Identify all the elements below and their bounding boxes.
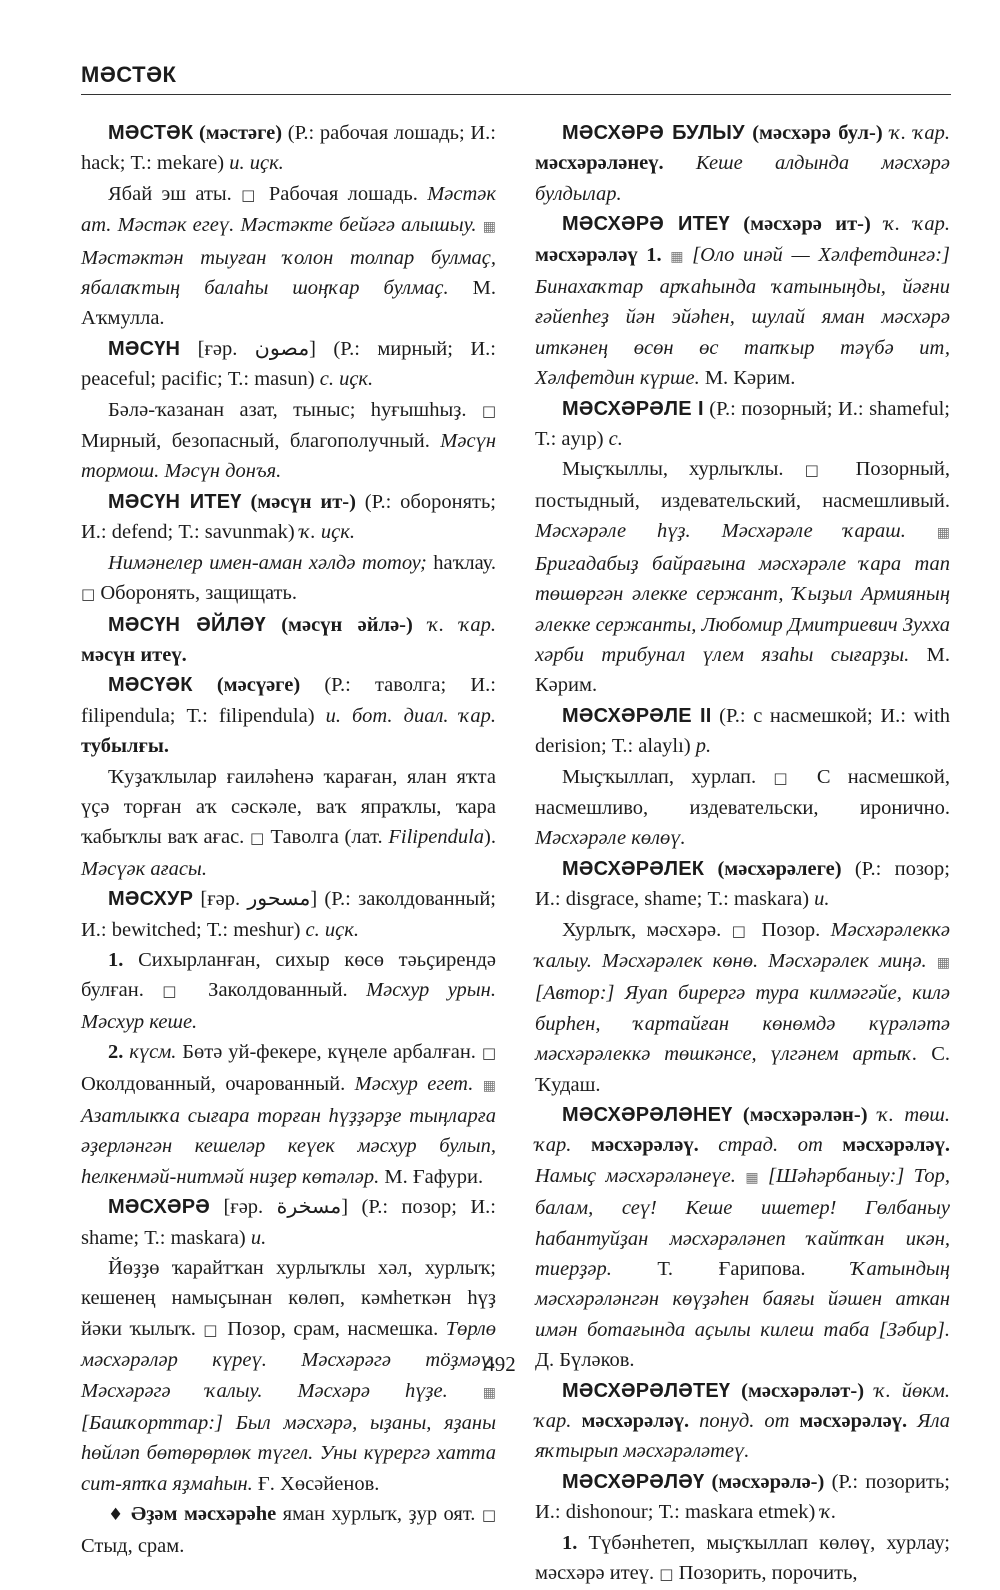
dictionary-entry-paragraph bbox=[81, 762, 496, 885]
italic-text: ҡ. төш. ҡар. bbox=[535, 1104, 950, 1157]
italic-text: күсм. bbox=[129, 1041, 177, 1064]
italic-text: Ҡатындың мәсхәрәләнгән көүҙәһен баяғы йәшен аткан имән ботағында аҫылы килеш таба [Зәбир]. bbox=[535, 1258, 950, 1341]
headword: МӘСҮӘК bbox=[108, 674, 193, 697]
citation-marker-icon: ▦ bbox=[482, 1384, 496, 1401]
text-run bbox=[571, 1134, 591, 1156]
text-run: Бәлә-ҡазанан азат, тыныс; һуғышһыҙ. bbox=[108, 398, 482, 421]
text-run: С. Ҡудаш. bbox=[535, 1043, 950, 1096]
dictionary-entry-paragraph bbox=[535, 209, 950, 393]
text-run: ] (Р.: заколдованный; И.: bewitched; Т.: meshur) bbox=[81, 888, 496, 941]
bold-term: (мәсүн ит-) bbox=[250, 490, 356, 513]
italic-text: ҡ. ҡар. bbox=[428, 613, 497, 636]
text-run: М. Кәрим. bbox=[535, 643, 950, 697]
translation-marker-icon: □ bbox=[241, 185, 260, 204]
running-head: МӘСТӘК bbox=[81, 62, 177, 87]
italic-text: Мәсхур урын. Мәсхур кеше. bbox=[81, 979, 496, 1033]
citation-marker-icon: ▦ bbox=[936, 525, 951, 542]
bold-term: (мәсүн әйлә-) bbox=[281, 613, 413, 636]
dictionary-entry-paragraph bbox=[535, 394, 950, 455]
text-run bbox=[193, 674, 217, 696]
text-run: Таволга (лат. bbox=[264, 826, 389, 849]
italic-text: Мәстәк ат. Мәстәк егеү. Мәстәкте бейәгә алышыу. bbox=[81, 182, 496, 237]
bold-term: 2. bbox=[108, 1041, 124, 1064]
italic-text: Мәсүн тормош. Мәсүн донъя. bbox=[81, 430, 496, 483]
headword: МӘСХӘРӘЛЕК bbox=[562, 857, 705, 880]
bold-term: Әҙәм мәсхәрәһе bbox=[131, 1503, 277, 1526]
text-run: С насмешкой, насмешливо, издевательски, иронично. bbox=[535, 765, 950, 819]
italic-text: Бригадабыҙ байрағына мәсхәрәле ҡара тап төшөргән әлекке сержант, Ҡыҙыл Армияның әлекке сержанты, Любомир Дмитриевич Зухха хәрби трибунал үлем язаһы сығарҙы. bbox=[535, 552, 950, 666]
italic-text: Мәсхәрәлеккә ҡалыу. Мәсхәрәлек көнө. Мәсхәрәлек миңә. bbox=[535, 918, 950, 972]
header-rule bbox=[81, 94, 951, 95]
text-run: (Р.: таволга; И.: filipendula; Т.: filipendula) bbox=[81, 674, 496, 727]
translation-marker-icon: □ bbox=[804, 461, 835, 480]
translation-marker-icon: □ bbox=[481, 1044, 496, 1063]
text-run bbox=[704, 1471, 711, 1493]
text-run: ] (Р.: позор; И.: shame; Т.: maskara) bbox=[81, 1196, 496, 1249]
dictionary-entry-paragraph bbox=[535, 1528, 950, 1590]
left-column bbox=[81, 118, 496, 1561]
italic-text: Мәсхәрәле көлөү. bbox=[535, 827, 686, 850]
italic-text: [Башҡорттар:] Был мәсхәрә, ыҙаны, яҙаны һөйләп бөтөрөрлөк түгел. Уны күрергә хатта сит-ятҡа яҙмаһын. bbox=[81, 1412, 496, 1495]
dictionary-entry-paragraph bbox=[535, 915, 950, 1100]
text-run: Т. Ғарипова. bbox=[611, 1258, 852, 1281]
text-run: Околдованный, очарованный. bbox=[81, 1072, 355, 1095]
bold-term: (мәсхәрәләт-) bbox=[741, 1379, 865, 1402]
italic-text: ҡ. bbox=[820, 1501, 837, 1524]
text-run: مسخرة bbox=[276, 1196, 342, 1219]
text-run bbox=[699, 1134, 719, 1156]
dictionary-entry-paragraph bbox=[535, 1376, 950, 1467]
bold-term: тубылғы. bbox=[81, 735, 169, 758]
dictionary-entry-paragraph bbox=[81, 884, 496, 945]
headword: МӘСХӘРӘ БУЛЫУ bbox=[562, 122, 745, 144]
italic-text: Filipendula bbox=[388, 826, 485, 849]
dictionary-entry-paragraph bbox=[81, 487, 496, 548]
text-run: Оборонять, защищать. bbox=[95, 582, 297, 605]
dictionary-entry-paragraph bbox=[535, 1100, 950, 1376]
text-run: (Р.: оборонять; И.: defend; Т.: savunmak) bbox=[81, 490, 496, 544]
headword: МӘСҮН ИТЕҮ bbox=[108, 490, 242, 513]
translation-marker-icon: □ bbox=[659, 1565, 674, 1584]
italic-text: ҡ. ҡар. bbox=[890, 122, 951, 144]
italic-text: Мәстәктән тыуған ҡолон толпар булмаҫ, ябалаҡтың балаһы шоңҡар булмаҫ. bbox=[81, 246, 496, 300]
dictionary-entry-paragraph bbox=[535, 118, 950, 209]
bold-term: мәсхәрәләү. bbox=[590, 1134, 699, 1157]
text-run: مسحور bbox=[247, 888, 311, 911]
dictionary-entry-paragraph bbox=[81, 118, 496, 179]
headword: МӘСХӘРӘЛӘҮ bbox=[562, 1470, 705, 1493]
text-run bbox=[413, 614, 428, 636]
text-run bbox=[730, 1380, 741, 1402]
bold-term: (мәсхәрә бул-) bbox=[752, 122, 883, 144]
text-run: яман хурлыҡ, ҙур оят. bbox=[276, 1503, 482, 1526]
text-run bbox=[266, 614, 281, 636]
bold-term: мәсхәрәләү. bbox=[581, 1410, 690, 1433]
italic-text: [Шәһәрбаныу:] Тор, балам, сеү! Кеше ишетер! Гөлбаныу һабантуйҙан мәсхәрәләнеп ҡайтҡан икән, тиерҙәр. bbox=[535, 1164, 951, 1281]
text-run: һаҡлау. bbox=[426, 551, 496, 574]
text-run bbox=[689, 1410, 699, 1432]
translation-marker-icon: □ bbox=[162, 982, 190, 1001]
italic-text: Мәсүәк ағасы. bbox=[81, 857, 207, 880]
headword: МӘСХӘРӘЛӘНЕҮ bbox=[562, 1104, 733, 1126]
text-run: Позорный, постыдный, издевательский, насмешливый. bbox=[535, 458, 950, 512]
text-run: Позор. bbox=[751, 918, 831, 941]
text-run: Түбәнһетеп, мыҫҡыллап көлөү, хурлау; мәсхәрә итеү. bbox=[535, 1531, 950, 1585]
citation-marker-icon: ▦ bbox=[936, 954, 950, 971]
dictionary-entry-paragraph bbox=[81, 548, 496, 610]
translation-marker-icon: □ bbox=[481, 1506, 497, 1525]
translation-marker-icon: □ bbox=[250, 829, 265, 848]
translation-marker-icon: □ bbox=[81, 585, 96, 604]
text-run: Рабочая лошадь. bbox=[259, 182, 428, 205]
headword: МӘСҮН ӘЙЛӘҮ bbox=[108, 613, 266, 636]
dictionary-entry-paragraph bbox=[81, 670, 496, 761]
italic-text: и. иҫк. bbox=[229, 152, 284, 175]
italic-text: Намыҫ мәсхәрәләнеүе. bbox=[535, 1164, 736, 1187]
dictionary-entry-paragraph bbox=[81, 334, 496, 395]
text-run bbox=[664, 152, 696, 174]
text-run: М. Аҡмулла. bbox=[81, 277, 496, 330]
text-run: مصون bbox=[254, 337, 310, 360]
italic-text: Азатлыкҡа сығара торған һүҙҙәрҙе тыңларға әҙерләнгән кешеләр кеүек мәсхур булып, һелкенмәй-нитмәй ниҙер көтәләр. bbox=[81, 1105, 496, 1188]
text-run bbox=[736, 1165, 745, 1187]
dictionary-entry-paragraph bbox=[535, 1467, 950, 1528]
citation-marker-icon: ▦ bbox=[482, 219, 497, 236]
italic-text: и. bbox=[250, 1226, 267, 1249]
bold-term: 1. bbox=[562, 1531, 578, 1554]
italic-text: с. иҫк. bbox=[305, 918, 359, 941]
italic-text: Кеше алдында мәсхәрә булдылар. bbox=[535, 152, 950, 205]
text-run bbox=[906, 520, 937, 542]
text-run bbox=[704, 858, 717, 880]
dictionary-entry-paragraph bbox=[81, 945, 496, 1037]
text-run: Мирный, безопасный, благополучный. bbox=[81, 430, 441, 453]
bold-term: мәсхәрәләү. bbox=[799, 1410, 908, 1433]
bold-term: (мәстәге) bbox=[198, 122, 283, 144]
translation-marker-icon: □ bbox=[481, 401, 496, 420]
italic-text: и. bbox=[814, 888, 830, 911]
text-run: ] (Р.: мирный; И.: peaceful; pacific; Т.: masun) bbox=[81, 337, 496, 391]
dictionary-entry-paragraph bbox=[81, 179, 496, 334]
text-run bbox=[907, 1410, 917, 1432]
text-run bbox=[571, 1410, 581, 1432]
citation-marker-icon: ▦ bbox=[745, 1169, 759, 1186]
text-run: [ғәр. bbox=[180, 337, 255, 360]
translation-marker-icon: □ bbox=[773, 768, 800, 787]
text-run: Ғ. Хөсәйенов. bbox=[252, 1472, 380, 1495]
text-run: (Р.: с насмешкой; И.: with derision; Т.: alaylı) bbox=[535, 704, 951, 758]
text-run: Хурлыҡ, мәсхәрә. bbox=[562, 918, 732, 941]
dictionary-entry-paragraph bbox=[535, 701, 950, 762]
italic-text: с. bbox=[608, 428, 623, 451]
text-run bbox=[732, 1104, 742, 1126]
citation-marker-icon: ▦ bbox=[482, 1077, 496, 1094]
dictionary-entry-paragraph bbox=[535, 454, 950, 700]
bold-term: (мәсхәрәлә-) bbox=[711, 1470, 825, 1493]
text-run: М. Ғафури. bbox=[379, 1165, 484, 1188]
text-run: (Р.: позор; И.: disgrace, shame; Т.: maskara) bbox=[535, 857, 950, 911]
translation-marker-icon: □ bbox=[731, 921, 752, 940]
italic-text: Мәсхәрәле һүҙ. Мәсхәрәле ҡараш. bbox=[535, 520, 906, 543]
text-run bbox=[927, 950, 937, 972]
headword: МӘСХӘРӘЛЕ I bbox=[562, 397, 704, 420]
headword: МӘСХӘРӘЛЕ II bbox=[562, 704, 712, 727]
italic-text: ҡ. иҫк. bbox=[299, 521, 355, 544]
text-run bbox=[864, 1380, 875, 1402]
bold-term: мәсхәрәләү. bbox=[842, 1134, 951, 1157]
bold-term: (мәсүәге) bbox=[216, 674, 301, 697]
text-run: Позорить, порочить, bbox=[673, 1562, 858, 1585]
text-run: [ғәр. bbox=[193, 888, 248, 911]
dictionary-entry-paragraph bbox=[81, 610, 496, 671]
bold-term: мәсүн итеү. bbox=[81, 643, 187, 666]
dictionary-entry-paragraph bbox=[81, 1192, 496, 1253]
italic-text: Мәсхур егет. bbox=[354, 1072, 474, 1095]
dictionary-entry-paragraph bbox=[81, 1499, 496, 1561]
headword: МӘСТӘК bbox=[108, 122, 194, 144]
text-run: [ғәр. bbox=[210, 1196, 277, 1219]
text-run bbox=[730, 213, 743, 235]
text-run: Сихырланған, сихыр көсө тәьҫирендә булған. bbox=[81, 948, 496, 1002]
text-run: Йөҙҙө ҡарайтҡан хурлыҡлы хәл, хурлыҡ; кешенең намыҫынан көлөп, кәмһеткән һүҙ йәки ҡылыҡ. bbox=[81, 1257, 496, 1340]
text-run bbox=[823, 1134, 843, 1156]
text-run bbox=[448, 1380, 483, 1402]
dictionary-entry-paragraph bbox=[81, 395, 496, 487]
headword: МӘСХУР bbox=[108, 888, 194, 911]
text-run: Стыд, срам. bbox=[81, 1534, 185, 1557]
text-run: (Р.: позорить; И.: dishonour; Т.: maskara etmek) bbox=[535, 1470, 950, 1524]
idiom-diamond-icon: ♦ bbox=[108, 1505, 125, 1526]
italic-text: Төрлө мәсхәрәләр күреү. Мәсхәрәгә тӧҙмәү. Мәсхәрәгә ҡалыу. Мәсхәрә һүҙе. bbox=[81, 1317, 496, 1402]
bold-term: 1. bbox=[108, 948, 124, 971]
text-run: Бөтә уй-фекере, күңеле арбалған. bbox=[176, 1041, 482, 1064]
dictionary-entry-paragraph bbox=[535, 854, 950, 915]
text-run: ). bbox=[484, 826, 496, 849]
text-run bbox=[662, 244, 671, 266]
headword: МӘСХӘРӘ ИТЕҮ bbox=[562, 213, 730, 236]
text-run: Заколдованный. bbox=[189, 979, 367, 1002]
text-run: Ҡуҙаҡлылар ғаиләһенә ҡараған, ялан яҡта үҫә торған аҡ сәскәле, ваҡ япраҡлы, ҡара ҡабыҡлы ваҡ ағас. bbox=[81, 765, 496, 849]
bold-term: мәсхәрәләнеү. bbox=[535, 152, 664, 175]
translation-marker-icon: □ bbox=[203, 1320, 220, 1339]
italic-text: Нимәнелер имен-аман хәлдә тотоу; bbox=[108, 551, 427, 574]
headword: МӘСХӘРӘ bbox=[108, 1196, 210, 1219]
text-run: Позор, срам, насмешка. bbox=[219, 1317, 446, 1340]
bold-term: (мәсхәрәлеге) bbox=[717, 857, 842, 880]
text-run bbox=[473, 1073, 482, 1095]
text-run: (Р.: рабочая лошадь; И.: hack; Т.: mekare) bbox=[81, 122, 497, 175]
text-run bbox=[684, 244, 693, 266]
dictionary-entry-paragraph bbox=[535, 762, 950, 854]
text-run: Ябай эш аты. bbox=[108, 182, 242, 205]
bold-term: (мәсхәрәлән-) bbox=[742, 1104, 868, 1126]
italic-text: понуд. от bbox=[699, 1410, 790, 1433]
text-run bbox=[759, 1165, 768, 1187]
bold-term: (мәсхәрә ит-) bbox=[743, 213, 871, 236]
italic-text: [Оло инәй — Хәлфетдингә:] Бинахаҡтар арҡаһында ҡатыныңды, йәғни ғәйепһеҙ йән эйәһен, шулай яман мәсхәрә иткәнең өсөн өс тапҡыр тәүбә ит, Хәлфетдин күрше. bbox=[535, 243, 951, 390]
citation-marker-icon: ▦ bbox=[670, 248, 684, 265]
page-number: 492 bbox=[484, 1352, 516, 1376]
text-run bbox=[871, 213, 884, 235]
text-run: (Р.: позорный; И.: shameful; Т.: ayıp) bbox=[535, 397, 951, 451]
headword: МӘСХӘРӘЛӘТЕҮ bbox=[562, 1379, 731, 1402]
text-run: Мыҫҡыллы, хурлыҡлы. bbox=[562, 458, 805, 481]
headword: МӘСҮН bbox=[108, 337, 181, 360]
italic-text: р. bbox=[695, 735, 712, 758]
italic-text: ҡ. ҡар. bbox=[884, 213, 950, 236]
text-run: Д. Бүләков. bbox=[535, 1349, 635, 1372]
text-run bbox=[868, 1104, 878, 1126]
italic-text: ҡ. йөкм. ҡар. bbox=[535, 1379, 951, 1433]
italic-text: страд. от bbox=[718, 1134, 823, 1157]
italic-text: Яла яҡтырып мәсхәрәләтеү. bbox=[535, 1410, 951, 1463]
italic-text: с. иҫк. bbox=[319, 368, 374, 391]
italic-text: [Автор:] Яуап бирергә тура килмәгәйе, килә бирһен, ҡартайған көнөмдә күрәләтә мәсхәрәлеккә төшкәнсе, үлгәнем артыҡ. bbox=[535, 982, 950, 1066]
text-run: М. Кәрим. bbox=[699, 367, 796, 390]
italic-text: и. бот. диал. ҡар. bbox=[325, 704, 496, 727]
bold-term: мәсхәрәләү 1. bbox=[535, 243, 662, 266]
text-run: Мыҫҡыллап, хурлап. bbox=[562, 765, 774, 788]
text-run bbox=[789, 1410, 799, 1432]
dictionary-entry-paragraph bbox=[81, 1037, 496, 1192]
